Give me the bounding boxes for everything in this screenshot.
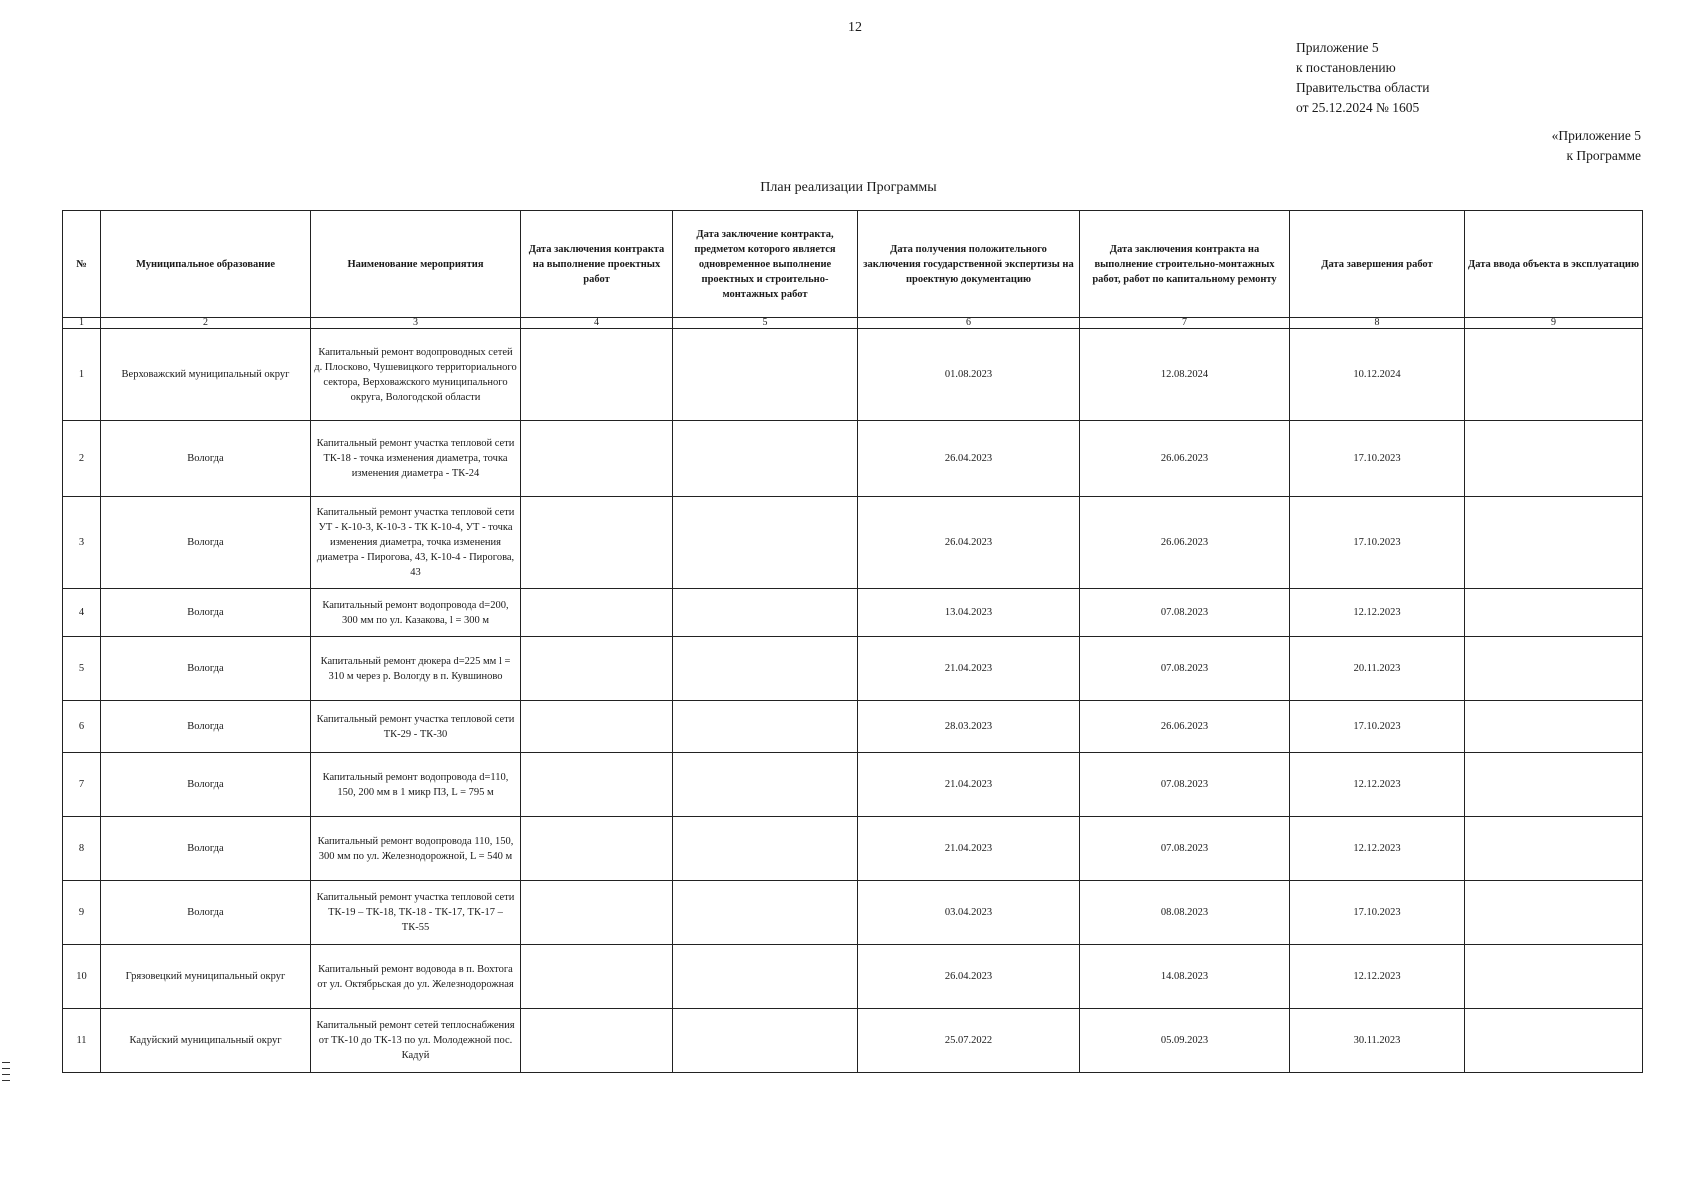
design-contract-date <box>521 589 673 637</box>
municipality-cell: Грязовецкий муниципальный округ <box>101 945 311 1009</box>
completion-date: 12.12.2023 <box>1290 817 1465 881</box>
appendix-line-3: Правительства области <box>1296 80 1430 95</box>
activity-name-cell: Капитальный ремонт сетей теплоснабжения от ТК-10 до ТК-13 по ул. Молодежной пос. Кадуй <box>311 1009 521 1073</box>
commissioning-date <box>1465 753 1643 817</box>
construction-contract-date: 07.08.2023 <box>1080 589 1290 637</box>
row-number: 9 <box>63 881 101 945</box>
appendix-reference <box>1296 38 1429 118</box>
column-number: 5 <box>673 318 858 329</box>
combined-contract-date <box>673 817 858 881</box>
program-appendix-line-2: к Программе <box>1566 148 1641 163</box>
header-row <box>63 211 1643 318</box>
header-cell-municipality: Муниципальное образование <box>101 211 311 318</box>
construction-contract-date: 07.08.2023 <box>1080 817 1290 881</box>
design-contract-date <box>521 945 673 1009</box>
header-cell-name: Наименование мероприятия <box>311 211 521 318</box>
activity-name-cell: Капитальный ремонт участка тепловой сети УТ - К-10-3, К-10-3 - ТК К-10-4, УТ - точка изменения диаметра, точка изменения диаметра - Пирогова, 43, К-10-4 - Пирогова, 43 <box>311 497 521 589</box>
expertise-date: 13.04.2023 <box>858 589 1080 637</box>
design-contract-date <box>521 421 673 497</box>
completion-date: 17.10.2023 <box>1290 421 1465 497</box>
municipality-cell: Вологда <box>101 817 311 881</box>
activity-name-cell: Капитальный ремонт водопровода d=110, 150, 200 мм в 1 микр ПЗ, L = 795 м <box>311 753 521 817</box>
column-number: 9 <box>1465 318 1643 329</box>
design-contract-date <box>521 753 673 817</box>
construction-contract-date: 07.08.2023 <box>1080 637 1290 701</box>
municipality-cell: Верховажский муниципальный округ <box>101 329 311 421</box>
activity-name-cell: Капитальный ремонт водопровода 110, 150, 300 мм по ул. Железнодорожной, L = 540 м <box>311 817 521 881</box>
activity-name-cell: Капитальный ремонт водопроводных сетей д. Плосково, Чушевицкого территориального сектора, Верховажского муниципального округа, Вологодской области <box>311 329 521 421</box>
municipality-cell: Кадуйский муниципальный округ <box>101 1009 311 1073</box>
construction-contract-date: 26.06.2023 <box>1080 497 1290 589</box>
program-appendix-reference <box>1552 126 1641 166</box>
completion-date: 17.10.2023 <box>1290 881 1465 945</box>
combined-contract-date <box>673 945 858 1009</box>
completion-date: 17.10.2023 <box>1290 701 1465 753</box>
plan-table <box>62 210 1643 1073</box>
table-row <box>63 753 1643 817</box>
appendix-line-4: от 25.12.2024 № 1605 <box>1296 100 1420 115</box>
scan-edge-marks <box>2 1062 10 1086</box>
completion-date: 17.10.2023 <box>1290 497 1465 589</box>
table-row <box>63 637 1643 701</box>
activity-name-cell: Капитальный ремонт участка тепловой сети ТК-29 - ТК-30 <box>311 701 521 753</box>
expertise-date: 26.04.2023 <box>858 945 1080 1009</box>
combined-contract-date <box>673 637 858 701</box>
completion-date: 12.12.2023 <box>1290 753 1465 817</box>
commissioning-date <box>1465 637 1643 701</box>
column-number: 7 <box>1080 318 1290 329</box>
expertise-date: 25.07.2022 <box>858 1009 1080 1073</box>
column-number: 8 <box>1290 318 1465 329</box>
row-number: 3 <box>63 497 101 589</box>
header-cell-commissioning: Дата ввода объекта в эксплуатацию <box>1465 211 1643 318</box>
design-contract-date <box>521 637 673 701</box>
design-contract-date <box>521 701 673 753</box>
combined-contract-date <box>673 881 858 945</box>
commissioning-date <box>1465 817 1643 881</box>
construction-contract-date: 26.06.2023 <box>1080 421 1290 497</box>
commissioning-date <box>1465 421 1643 497</box>
completion-date: 20.11.2023 <box>1290 637 1465 701</box>
municipality-cell: Вологда <box>101 421 311 497</box>
combined-contract-date <box>673 329 858 421</box>
combined-contract-date <box>673 753 858 817</box>
activity-name-cell: Капитальный ремонт участка тепловой сети ТК-19 – ТК-18, ТК-18 - ТК-17, ТК-17 – ТК-55 <box>311 881 521 945</box>
commissioning-date <box>1465 589 1643 637</box>
commissioning-date <box>1465 945 1643 1009</box>
table-title: План реализации Программы <box>760 180 937 195</box>
table-row <box>63 497 1643 589</box>
expertise-date: 03.04.2023 <box>858 881 1080 945</box>
row-number: 1 <box>63 329 101 421</box>
table-row <box>63 1009 1643 1073</box>
header-cell-construction-contract: Дата заключения контракта на выполнение строительно-монтажных работ, работ по капитальному ремонту <box>1080 211 1290 318</box>
row-number: 11 <box>63 1009 101 1073</box>
design-contract-date <box>521 881 673 945</box>
row-number: 10 <box>63 945 101 1009</box>
appendix-line-1: Приложение 5 <box>1296 40 1379 55</box>
appendix-line-2: к постановлению <box>1296 60 1396 75</box>
completion-date: 10.12.2024 <box>1290 329 1465 421</box>
combined-contract-date <box>673 701 858 753</box>
row-number: 7 <box>63 753 101 817</box>
header-cell-design-contract: Дата заключения контракта на выполнение проектных работ <box>521 211 673 318</box>
municipality-cell: Вологда <box>101 881 311 945</box>
completion-date: 12.12.2023 <box>1290 589 1465 637</box>
construction-contract-date: 14.08.2023 <box>1080 945 1290 1009</box>
commissioning-date <box>1465 329 1643 421</box>
design-contract-date <box>521 817 673 881</box>
column-number: 2 <box>101 318 311 329</box>
construction-contract-date: 07.08.2023 <box>1080 753 1290 817</box>
municipality-cell: Вологда <box>101 753 311 817</box>
municipality-cell: Вологда <box>101 701 311 753</box>
column-number: 6 <box>858 318 1080 329</box>
combined-contract-date <box>673 421 858 497</box>
activity-name-cell: Капитальный ремонт водопровода d=200, 300 мм по ул. Казакова, l = 300 м <box>311 589 521 637</box>
completion-date: 30.11.2023 <box>1290 1009 1465 1073</box>
row-number: 2 <box>63 421 101 497</box>
design-contract-date <box>521 497 673 589</box>
table-row <box>63 945 1643 1009</box>
expertise-date: 26.04.2023 <box>858 421 1080 497</box>
expertise-date: 21.04.2023 <box>858 753 1080 817</box>
commissioning-date <box>1465 881 1643 945</box>
municipality-cell: Вологда <box>101 637 311 701</box>
column-number: 1 <box>63 318 101 329</box>
expertise-date: 01.08.2023 <box>858 329 1080 421</box>
page-number: 12 <box>848 20 862 35</box>
program-appendix-line-1: «Приложение 5 <box>1551 128 1641 143</box>
header-cell-combined-contract: Дата заключение контракта, предметом которого является одновременное выполнение проектных и строительно-монтажных работ <box>673 211 858 318</box>
table-row <box>63 589 1643 637</box>
commissioning-date <box>1465 497 1643 589</box>
column-number: 3 <box>311 318 521 329</box>
header-cell-num: № <box>63 211 101 318</box>
activity-name-cell: Капитальный ремонт дюкера d=225 мм l = 310 м через р. Вологду в п. Кувшиново <box>311 637 521 701</box>
commissioning-date <box>1465 1009 1643 1073</box>
activity-name-cell: Капитальный ремонт участка тепловой сети ТК-18 - точка изменения диаметра, точка изменения диаметра - ТК-24 <box>311 421 521 497</box>
column-number: 4 <box>521 318 673 329</box>
combined-contract-date <box>673 1009 858 1073</box>
row-number: 8 <box>63 817 101 881</box>
row-number: 4 <box>63 589 101 637</box>
column-number-row <box>63 318 1643 329</box>
municipality-cell: Вологда <box>101 497 311 589</box>
row-number: 5 <box>63 637 101 701</box>
commissioning-date <box>1465 701 1643 753</box>
header-cell-completion: Дата завершения работ <box>1290 211 1465 318</box>
table-row <box>63 701 1643 753</box>
expertise-date: 26.04.2023 <box>858 497 1080 589</box>
combined-contract-date <box>673 497 858 589</box>
completion-date: 12.12.2023 <box>1290 945 1465 1009</box>
table-row <box>63 421 1643 497</box>
expertise-date: 28.03.2023 <box>858 701 1080 753</box>
table-row <box>63 881 1643 945</box>
construction-contract-date: 26.06.2023 <box>1080 701 1290 753</box>
expertise-date: 21.04.2023 <box>858 817 1080 881</box>
expertise-date: 21.04.2023 <box>858 637 1080 701</box>
row-number: 6 <box>63 701 101 753</box>
construction-contract-date: 08.08.2023 <box>1080 881 1290 945</box>
table-row <box>63 329 1643 421</box>
municipality-cell: Вологда <box>101 589 311 637</box>
construction-contract-date: 05.09.2023 <box>1080 1009 1290 1073</box>
design-contract-date <box>521 1009 673 1073</box>
table-row <box>63 817 1643 881</box>
combined-contract-date <box>673 589 858 637</box>
header-cell-expertise: Дата получения положительного заключения государственной экспертизы на проектную документацию <box>858 211 1080 318</box>
design-contract-date <box>521 329 673 421</box>
construction-contract-date: 12.08.2024 <box>1080 329 1290 421</box>
activity-name-cell: Капитальный ремонт водовода в п. Вохтога от ул. Октябрьская до ул. Железнодорожная <box>311 945 521 1009</box>
